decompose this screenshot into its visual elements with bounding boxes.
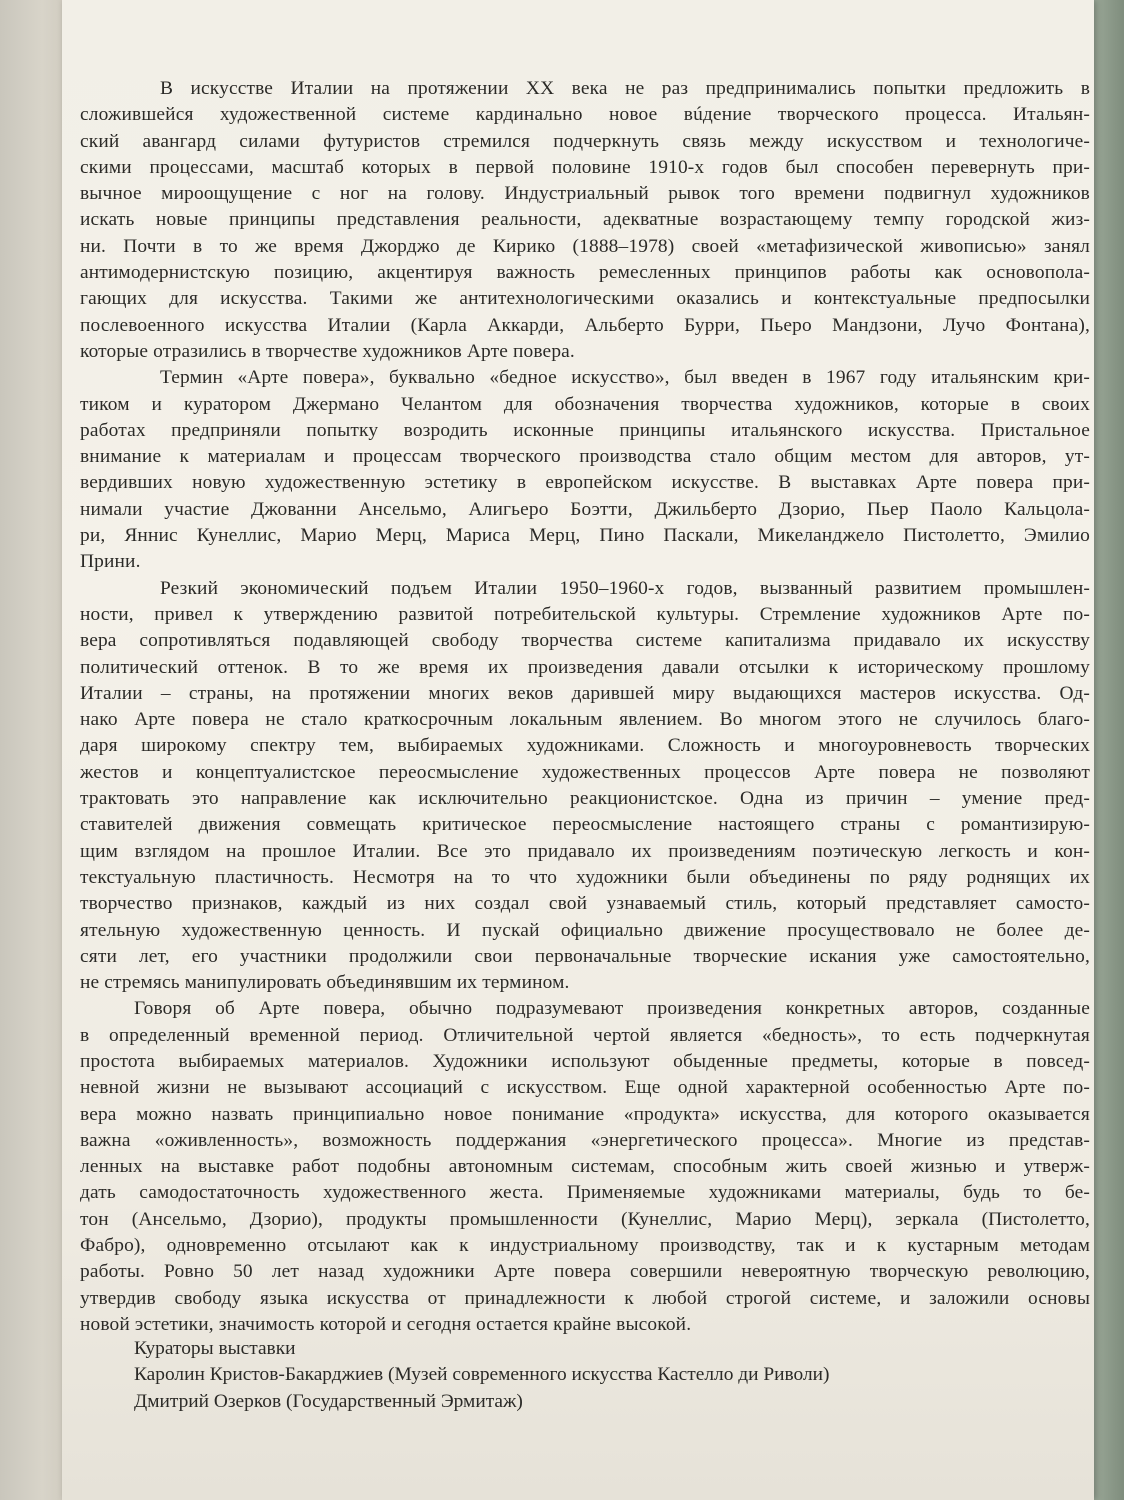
- text-line: гающих для искусства. Такими же антитехнологическими оказались и контекстуальные предпосылки: [80, 288, 1090, 310]
- text-line: новой эстетики, значимость которой и сегодня остается крайне высокой.: [80, 1313, 692, 1335]
- text-line: скими процессами, масштаб которых в первой половине 1910-х годов был способен перевернуть при-: [80, 156, 1090, 178]
- article-body: [80, 76, 1090, 1338]
- text-line: вычное мироощущение с ног на голову. Индустриальный рывок того времени подвигнул художников: [80, 183, 1090, 205]
- text-line: послевоенного искусства Италии (Карла Аккарди, Альберто Бурри, Пьеро Мандзони, Лучо Фонтана),: [80, 314, 1090, 336]
- text-line: ленных на выставке работ подобны автономным системам, способным жить своей жизнью и утверж-: [80, 1156, 1090, 1178]
- text-line: трактовать это направление как исключительно реакционистское. Одна из причин – умение пред-: [80, 788, 1090, 810]
- text-line: дать самодостаточность художественного жеста. Применяемые художниками материалы, будь то бе-: [80, 1182, 1090, 1204]
- text-line: ставителей движения совмещать критическое переосмысление настоящего страны с романтизирую-: [80, 814, 1090, 836]
- text-line: утвердив свободу языка искусства от принадлежности к любой строгой системе, и заложили основы: [80, 1287, 1090, 1309]
- text-line: текстуальную пластичность. Несмотря на то что художники были объединены по ряду роднящих их: [80, 866, 1090, 888]
- text-line: нако Арте повера не стало краткосрочным локальным явлением. Во многом этого не случилось благо-: [80, 709, 1090, 731]
- text-line: нимали участие Джованни Ансельмо, Алигьеро Боэтти, Джильберто Дзорио, Пьер Паоло Кальцола-: [80, 498, 1090, 520]
- text-line: работах предприняли попытку возродить исконные принципы итальянского искусства. Пристальное: [80, 419, 1090, 441]
- text-line: ри, Яннис Кунеллис, Марио Мерц, Мариса Мерц, Пино Паскали, Микеланджело Пистолетто, Эмилио: [80, 525, 1090, 547]
- text-line: Фабро), одновременно отсылают как к индустриальному производству, так и к кустарным методам: [80, 1235, 1090, 1257]
- text-line: В искусстве Италии на протяжении XX века не раз предпринимались попытки предложить в: [160, 78, 1090, 99]
- text-line: антимодернистскую позицию, акцентируя важность ремесленных принципов работы как основопола-: [80, 262, 1090, 284]
- text-line: работы. Ровно 50 лет назад художники Арте повера совершили невероятную творческую революцию,: [80, 1261, 1090, 1283]
- text-line: щим взглядом на прошлое Италии. Все это придавало их произведениям поэтическую легкость и кон-: [80, 840, 1090, 862]
- text-line: Говоря об Арте повера, обычно подразумевают произведения конкретных авторов, созданные: [134, 998, 1090, 1020]
- text-line: ни. Почти в то же время Джорджо де Кирико (1888–1978) своей «метафизической живописью» занял: [80, 235, 1090, 257]
- text-line: ский авангард силами футуристов стремился подчеркнуть связь между искусством и технологиче-: [80, 130, 1090, 152]
- text-line: внимание к материалам и процессам творческого производства стало общим местом для авторов, ут-: [80, 446, 1090, 468]
- text-line: сяти лет, его участники продолжили свои первоначальные творческие искания уже самостоятельно,: [80, 945, 1090, 967]
- text-line: Италии – страны, на протяжении многих веков дарившей миру выдающихся мастеров искусства. Од-: [80, 682, 1090, 704]
- text-line: политический оттенок. В то же время их произведения давали отсылки к историческому прошлому: [80, 656, 1090, 678]
- text-line: вера можно назвать принципиально новое понимание «продукта» искусства, для которого оказывается: [80, 1103, 1090, 1125]
- text-line: Резкий экономический подъем Италии 1950–1960-х годов, вызванный развитием промышлен-: [160, 577, 1090, 599]
- text-line: даря широкому спектру тем, выбираемых художниками. Сложность и многоуровневость творческих: [80, 735, 1090, 757]
- credits-heading: Кураторы выставки: [134, 1338, 296, 1359]
- text-line: ятельную художественную ценность. И пускай официально движение просуществовало не более де-: [80, 919, 1090, 941]
- text-line: вера сопротивляться подавляющей свободу творчества системе капитализма придавало их искусству: [80, 630, 1090, 652]
- text-line: простота выбираемых материалов. Художники используют обыденные предметы, которые в повсед-: [80, 1050, 1090, 1072]
- curators-credits: [134, 1336, 829, 1415]
- curator-name: Дмитрий Озерков (Государственный Эрмитаж): [134, 1390, 523, 1412]
- text-line: сложившейся художественной системе кардинально новое вúдение творческого процесса. Итальян-: [80, 104, 1090, 126]
- text-line: тиком и куратором Джермано Челантом для обозначения творчества художников, которые в своих: [80, 393, 1090, 415]
- curator-name: Каролин Кристов-Бакарджиев (Музей современного искусства Кастелло ди Риволи): [134, 1364, 830, 1386]
- text-line: не стремясь манипулировать объединявшим их термином.: [80, 972, 570, 994]
- text-line: которые отразились в творчестве художников Арте повера.: [80, 340, 575, 362]
- text-line: ности, привел к утверждению развитой потребительской культуры. Стремление художников Арте по-: [80, 603, 1090, 625]
- text-line: важна «оживленность», возможность поддержания «энергетического процесса». Многие из представ-: [80, 1129, 1090, 1151]
- background-wall-left: [0, 0, 70, 1500]
- text-line: тон (Ансельмо, Дзорио), продукты промышленности (Кунеллис, Марио Мерц), зеркала (Пистолетто,: [80, 1208, 1090, 1230]
- text-line: Прини.: [80, 551, 141, 573]
- text-line: жестов и концептуалистское переосмысление художественных процессов Арте повера не позволяют: [80, 761, 1090, 783]
- text-line: невной жизни не вызывают ассоциаций с искусством. Еще одной характерной особенностью Арте по-: [80, 1077, 1090, 1099]
- text-line: вердивших новую художественную эстетику в европейском искусстве. В выставках Арте повера при-: [80, 472, 1090, 494]
- text-line: творчество признаков, каждый из них создал свой узнаваемый стиль, который представляет самосто-: [80, 893, 1090, 915]
- text-line: искать новые принципы представления реальности, адекватные возрастающему темпу городской жиз-: [80, 209, 1090, 231]
- printed-page: [62, 0, 1094, 1500]
- text-line: Термин «Арте повера», буквально «бедное искусство», был введен в 1967 году итальянским кри-: [160, 367, 1090, 389]
- text-line: в определенный временной период. Отличительной чертой является «бедность», то есть подчеркнутая: [80, 1024, 1090, 1046]
